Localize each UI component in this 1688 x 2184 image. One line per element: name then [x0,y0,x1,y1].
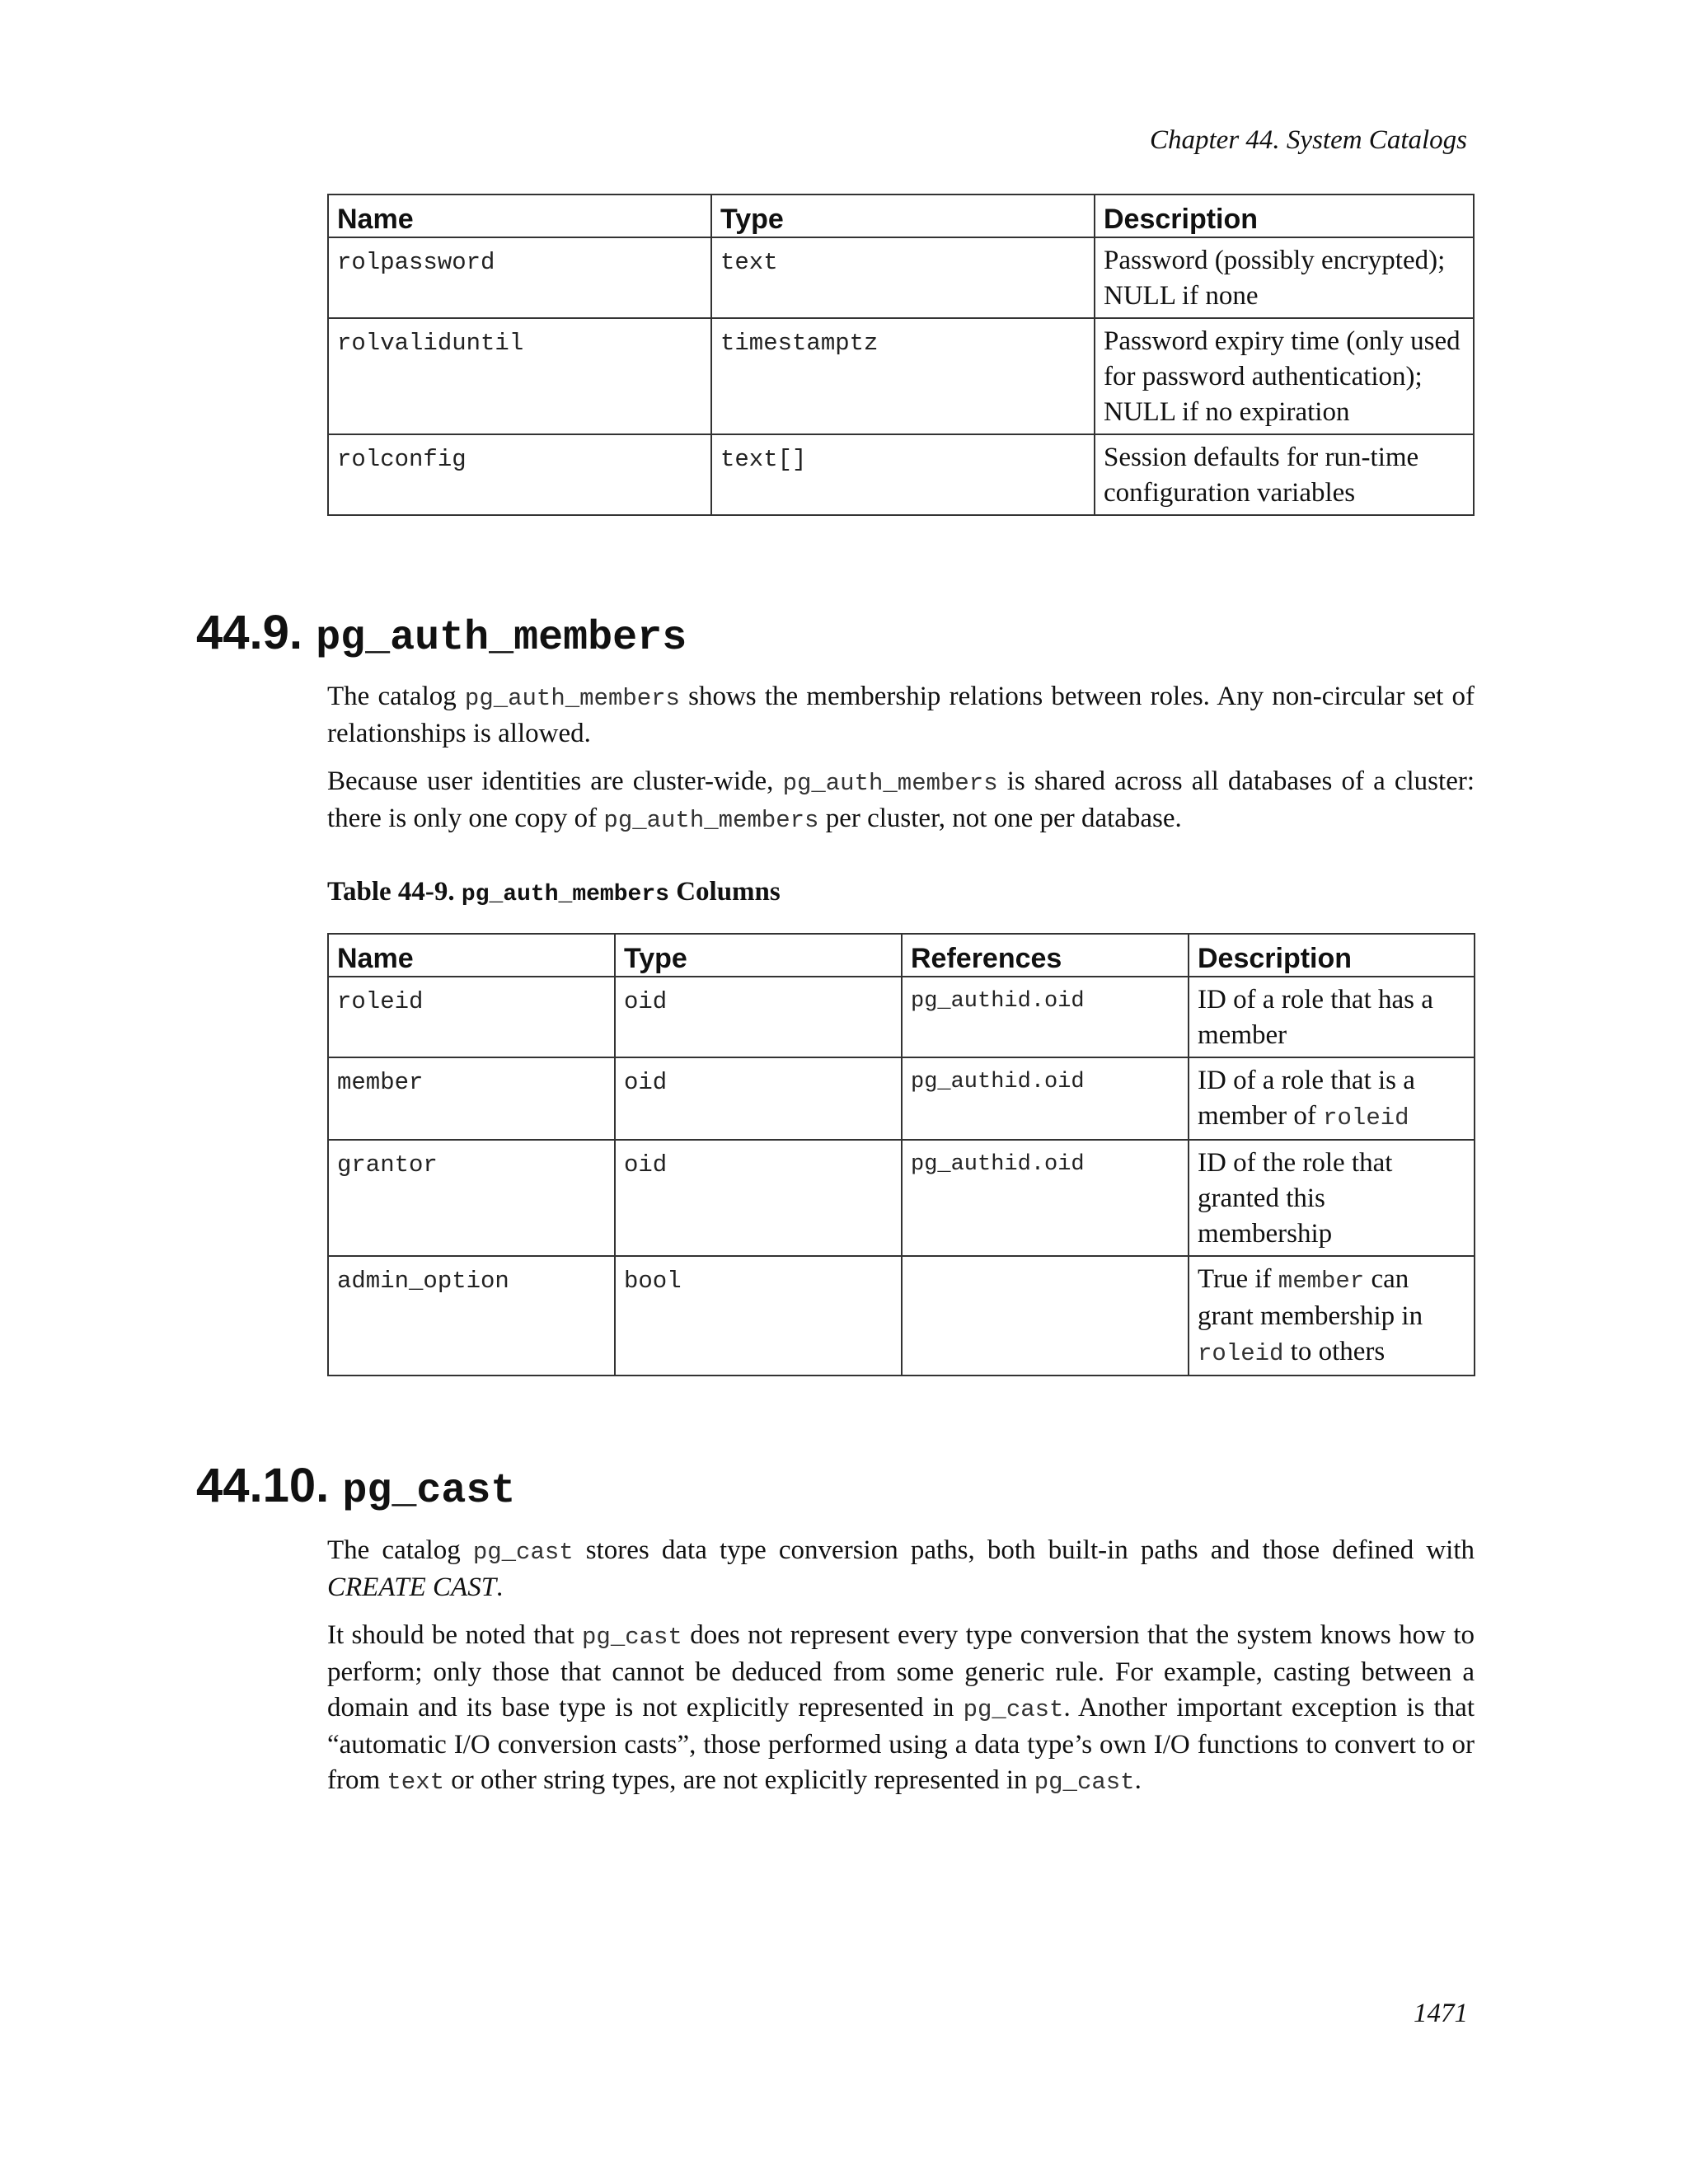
column-header-type: Type [615,934,902,977]
running-head: Chapter 44. System Catalogs [1150,125,1467,155]
text-run: shows the membership relations between roles. Any non-circular set of relationships is allowed. [327,682,1475,748]
table-row [328,1256,1475,1376]
cell-description: ID of a role that has a member [1189,977,1475,1057]
caption-suffix: Columns [668,877,781,907]
cell-type: oid [615,1140,902,1256]
cell-description: Password expiry time (only used for password authentication); NULL if no expiration [1095,318,1474,434]
inline-code: roleid [1198,1340,1284,1367]
section-heading-44-9 [196,604,687,668]
cell-name: rolvaliduntil [328,318,711,434]
cell-type: bool [615,1256,902,1376]
text-run: stores data type conversion paths, both built-in paths and those defined with [573,1535,1475,1565]
table-row [328,977,1475,1057]
column-header-type: Type [711,194,1095,237]
cell-name: roleid [328,977,615,1057]
paragraph [327,679,1475,752]
cell-type: text [711,237,1095,318]
inline-code: pg_auth_members [464,685,680,712]
inline-code: member [1278,1268,1365,1295]
text-run: . [1134,1765,1142,1795]
inline-code: pg_cast [472,1539,574,1566]
text-run: The catalog [327,682,465,711]
inline-code: pg_cast [582,1624,682,1651]
inline-code: pg_cast [963,1696,1064,1723]
caption-code: pg_auth_members [461,882,669,907]
pg-auth-members-columns-table [327,933,1475,1376]
cell-description: Password (possibly encrypted); NULL if none [1095,237,1474,318]
inline-code: pg_cast [1034,1769,1135,1796]
paragraph [327,1618,1475,1800]
section-title-code: pg_auth_members [316,615,687,662]
inline-code: pg_auth_members [782,770,998,797]
text-run: . [496,1572,504,1602]
cell-type: oid [615,1057,902,1140]
cell-name: grantor [328,1140,615,1256]
section-number: 44.10. [196,1459,330,1512]
caption-prefix: Table 44-9. [327,877,462,907]
section-number: 44.9. [196,606,302,659]
text-run: or other string types, are not explicitly represented in [444,1765,1034,1795]
column-header-name: Name [328,934,615,977]
column-header-description: Description [1095,194,1474,237]
text-run: per cluster, not one per database. [818,804,1182,833]
section-heading-44-10 [196,1457,515,1521]
column-header-references: References [902,934,1189,977]
roles-columns-table [327,194,1475,516]
command-reference: CREATE CAST [327,1572,497,1602]
inline-code: text [387,1769,445,1796]
section-title-code: pg_cast [342,1468,516,1515]
page-number: 1471 [1414,1999,1468,2028]
table-header-row [328,194,1474,237]
table-caption [327,877,781,907]
cell-type: oid [615,977,902,1057]
cell-references: pg_authid.oid [902,977,1189,1057]
cell-references: pg_authid.oid [902,1140,1189,1256]
text-run: True if [1198,1264,1278,1294]
text-run: to others [1283,1337,1386,1366]
text-run: does not represent every type conversion that the system knows how to perform; only those that cannot be deduced from some generic rule. For example, casting between a domain and its base type is not explicitly represented in [327,1620,1475,1722]
cell-references [902,1256,1189,1376]
cell-description: ID of the role that granted this membership [1189,1140,1475,1256]
cell-description [1189,1057,1475,1140]
cell-name: admin_option [328,1256,615,1376]
inline-code: roleid [1323,1104,1409,1132]
text-run: ID of a role that is a member of [1198,1066,1415,1131]
table-row [328,1140,1475,1256]
inline-code: pg_auth_members [603,807,819,834]
cell-references: pg_authid.oid [902,1057,1189,1140]
cell-description [1189,1256,1475,1376]
column-header-description: Description [1189,934,1475,977]
text-run: The catalog [327,1535,473,1565]
cell-name: rolconfig [328,434,711,515]
table-header-row [328,934,1475,977]
table-row [328,318,1474,434]
paragraph [327,1533,1475,1605]
table-row [328,434,1474,515]
cell-description: Session defaults for run-time configuration variables [1095,434,1474,515]
column-header-name: Name [328,194,711,237]
table-row [328,1057,1475,1140]
cell-name: rolpassword [328,237,711,318]
text-run: can grant membership in [1198,1264,1423,1331]
cell-type: text[] [711,434,1095,515]
text-run: is shared across all databases of a cluster: there is only one copy of [327,766,1475,833]
table-row [328,237,1474,318]
paragraph [327,764,1475,838]
cell-type: timestamptz [711,318,1095,434]
text-run: It should be noted that [327,1620,583,1650]
text-run: . Another important exception is that “automatic I/O conversion casts”, those performed using a data type’s own I/O functions to convert to or from [327,1693,1475,1795]
text-run: Because user identities are cluster-wide, [327,766,783,796]
cell-name: member [328,1057,615,1140]
